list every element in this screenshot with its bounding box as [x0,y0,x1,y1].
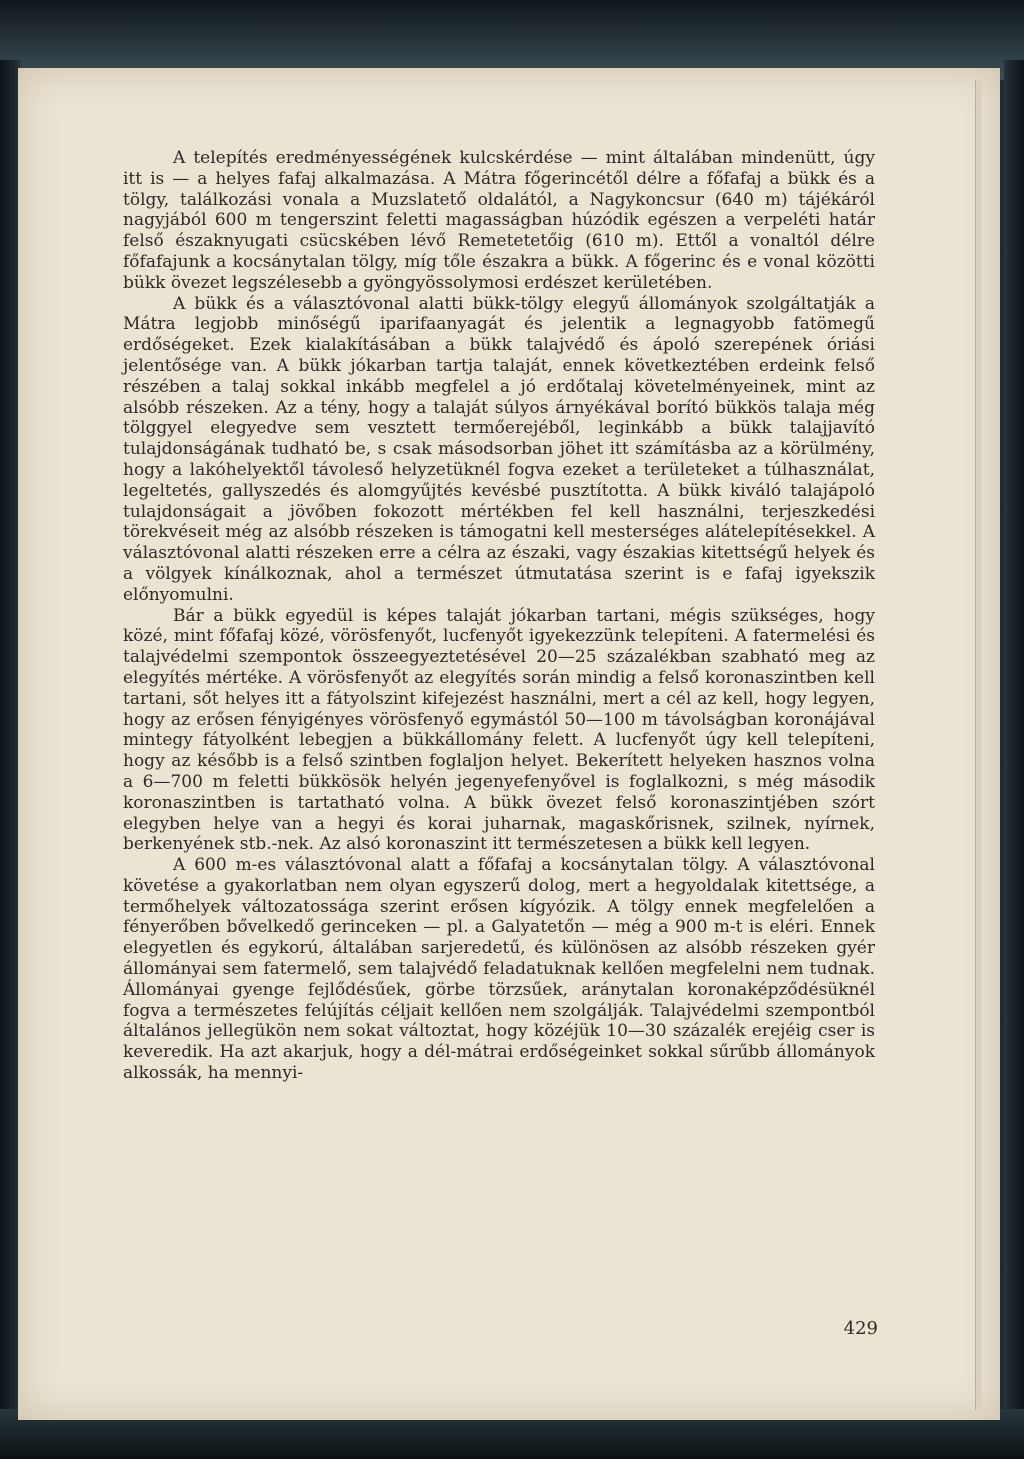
book-cover-right [1004,60,1024,1459]
page-stack-edge [975,80,982,1410]
paragraph-1: A telepítés eredményességének kulcskérdése — mint általában mindenütt, úgy itt is — a helyes fafaj alkalmazása. A Mátra főgerincétől délre a főfafaj a bükk és a tölgy, találkozási vonala a Muzslatető oldalától, a Nagykoncsur (640 m) tájékáról nagyjából 600 m tengerszint feletti magasságban húzódik egészen a verpeléti határ felső északnyugati csücskében lévő Remetetetőig (610 m). Ettől a vonaltól délre főfafajunk a kocsánytalan tölgy, míg tőle északra a bükk. A főgerinc és e vonal közötti bükk övezet legszélesebb a gyöngyössolymosi erdészet kerületében. [123,148,875,293]
book-cover-left [0,60,20,1459]
page-number: 429 [843,1318,878,1339]
body-text [123,148,875,1084]
paragraph-4: A 600 m-es választóvonal alatt a főfafaj a kocsánytalan tölgy. A választóvonal követése a gyakorlatban nem olyan egyszerű dolog, mert a hegyoldalak kitettsége, a termőhelyek változatossága szerint erősen kígyózik. A tölgy ennek megfelelően a fényerőben bővelkedő gerinceken — pl. a Galyatetőn — még a 900 m-t is eléri. Ennek elegyetlen és egykorú, általában sarjeredetű, és különösen az alsóbb részeken gyér állományai sem fatermelő, sem talajvédő feladatuknak kellően megfelelni nem tudnak. Állományai gyenge fejlődésűek, görbe törzsűek, aránytalan koronaképződésüknél fogva a természetes felújítás céljait kellően nem szolgálják. Talajvédelmi szempontból általános jellegükön nem sokat változtat, hogy közéjük 10—30 százalék erejéig cser is keveredik. Ha azt akarjuk, hogy a dél-mátrai erdőségeinket sokkal sűrűbb állományok alkossák, ha mennyi- [123,855,875,1084]
paragraph-3: Bár a bükk egyedül is képes talaját jókarban tartani, mégis szükséges, hogy közé, mint főfafaj közé, vörösfenyőt, lucfenyőt igyekezzünk telepíteni. A fatermelési és talajvédelmi szempontok összeegyeztetésével 20—25 százalékban szabható meg az elegyítés mértéke. A vörösfenyőt az elegyítés során mindig a felső koronaszintben kell tartani, sőt helyes itt a fátyolszint kifejezést használni, mert a cél az kell, hogy legyen, hogy az erősen fényigényes vörösfenyő egymástól 50—100 m távolságban koronájával mintegy fátyolként lebegjen a bükkállomány felett. A lucfenyőt úgy kell telepíteni, hogy az később is a felső szintben foglaljon helyet. Bekerített helyeken hasznos volna a 6—700 m feletti bükkösök helyén jegenyefenyővel is foglalkozni, s még második koronaszintben is tartatható volna. A bükk övezet felső koronaszintjében szórt elegyben helye van a hegyi és korai juharnak, magaskőrisnek, szilnek, nyírnek, berkenyének stb.-nek. Az alsó koronaszint itt természetesen a bükk kell legyen. [123,605,875,855]
paragraph-2: A bükk és a választóvonal alatti bükk-tölgy elegyű állományok szolgáltatják a Mátra legjobb minőségű iparifaanyagát és jelentik a legnagyobb fatömegű erdőségeket. Ezek kialakításában a bükk talajvédő és ápoló szerepének óriási jelentősége van. A bükk jókarban tartja talaját, ennek következtében erdeink felső részében a talaj sokkal inkább megfelel a jó erdőtalaj követelményeinek, mint az alsóbb részeken. Az a tény, hogy a talaját súlyos árnyékával borító bükkös talaja még tölggyel elegyedve sem vesztett termőerejéből, leginkább a bükk talajjavító tulajdonságának tudható be, s csak másodsorban jöhet itt számításba az a körülmény, hogy a lakóhelyektől távoleső helyzetüknél fogva ezeket a területeket a túlhasználat, legeltetés, gallyszedés és alomgyűjtés kevésbé pusztította. A bükk kiváló talajápoló tulajdonságait a jövőben fokozott mértékben fel kell használni, terjeszkedési törekvéseit még az alsóbb részeken is támogatni kell mesterséges alátelepítésekkel. A választóvonal alatti részeken erre a célra az északi, vagy északias kitettségű helyek és a völgyek kínálkoznak, ahol a természet útmutatása szerint is e fafaj igyekszik előnyomulni. [123,293,875,605]
